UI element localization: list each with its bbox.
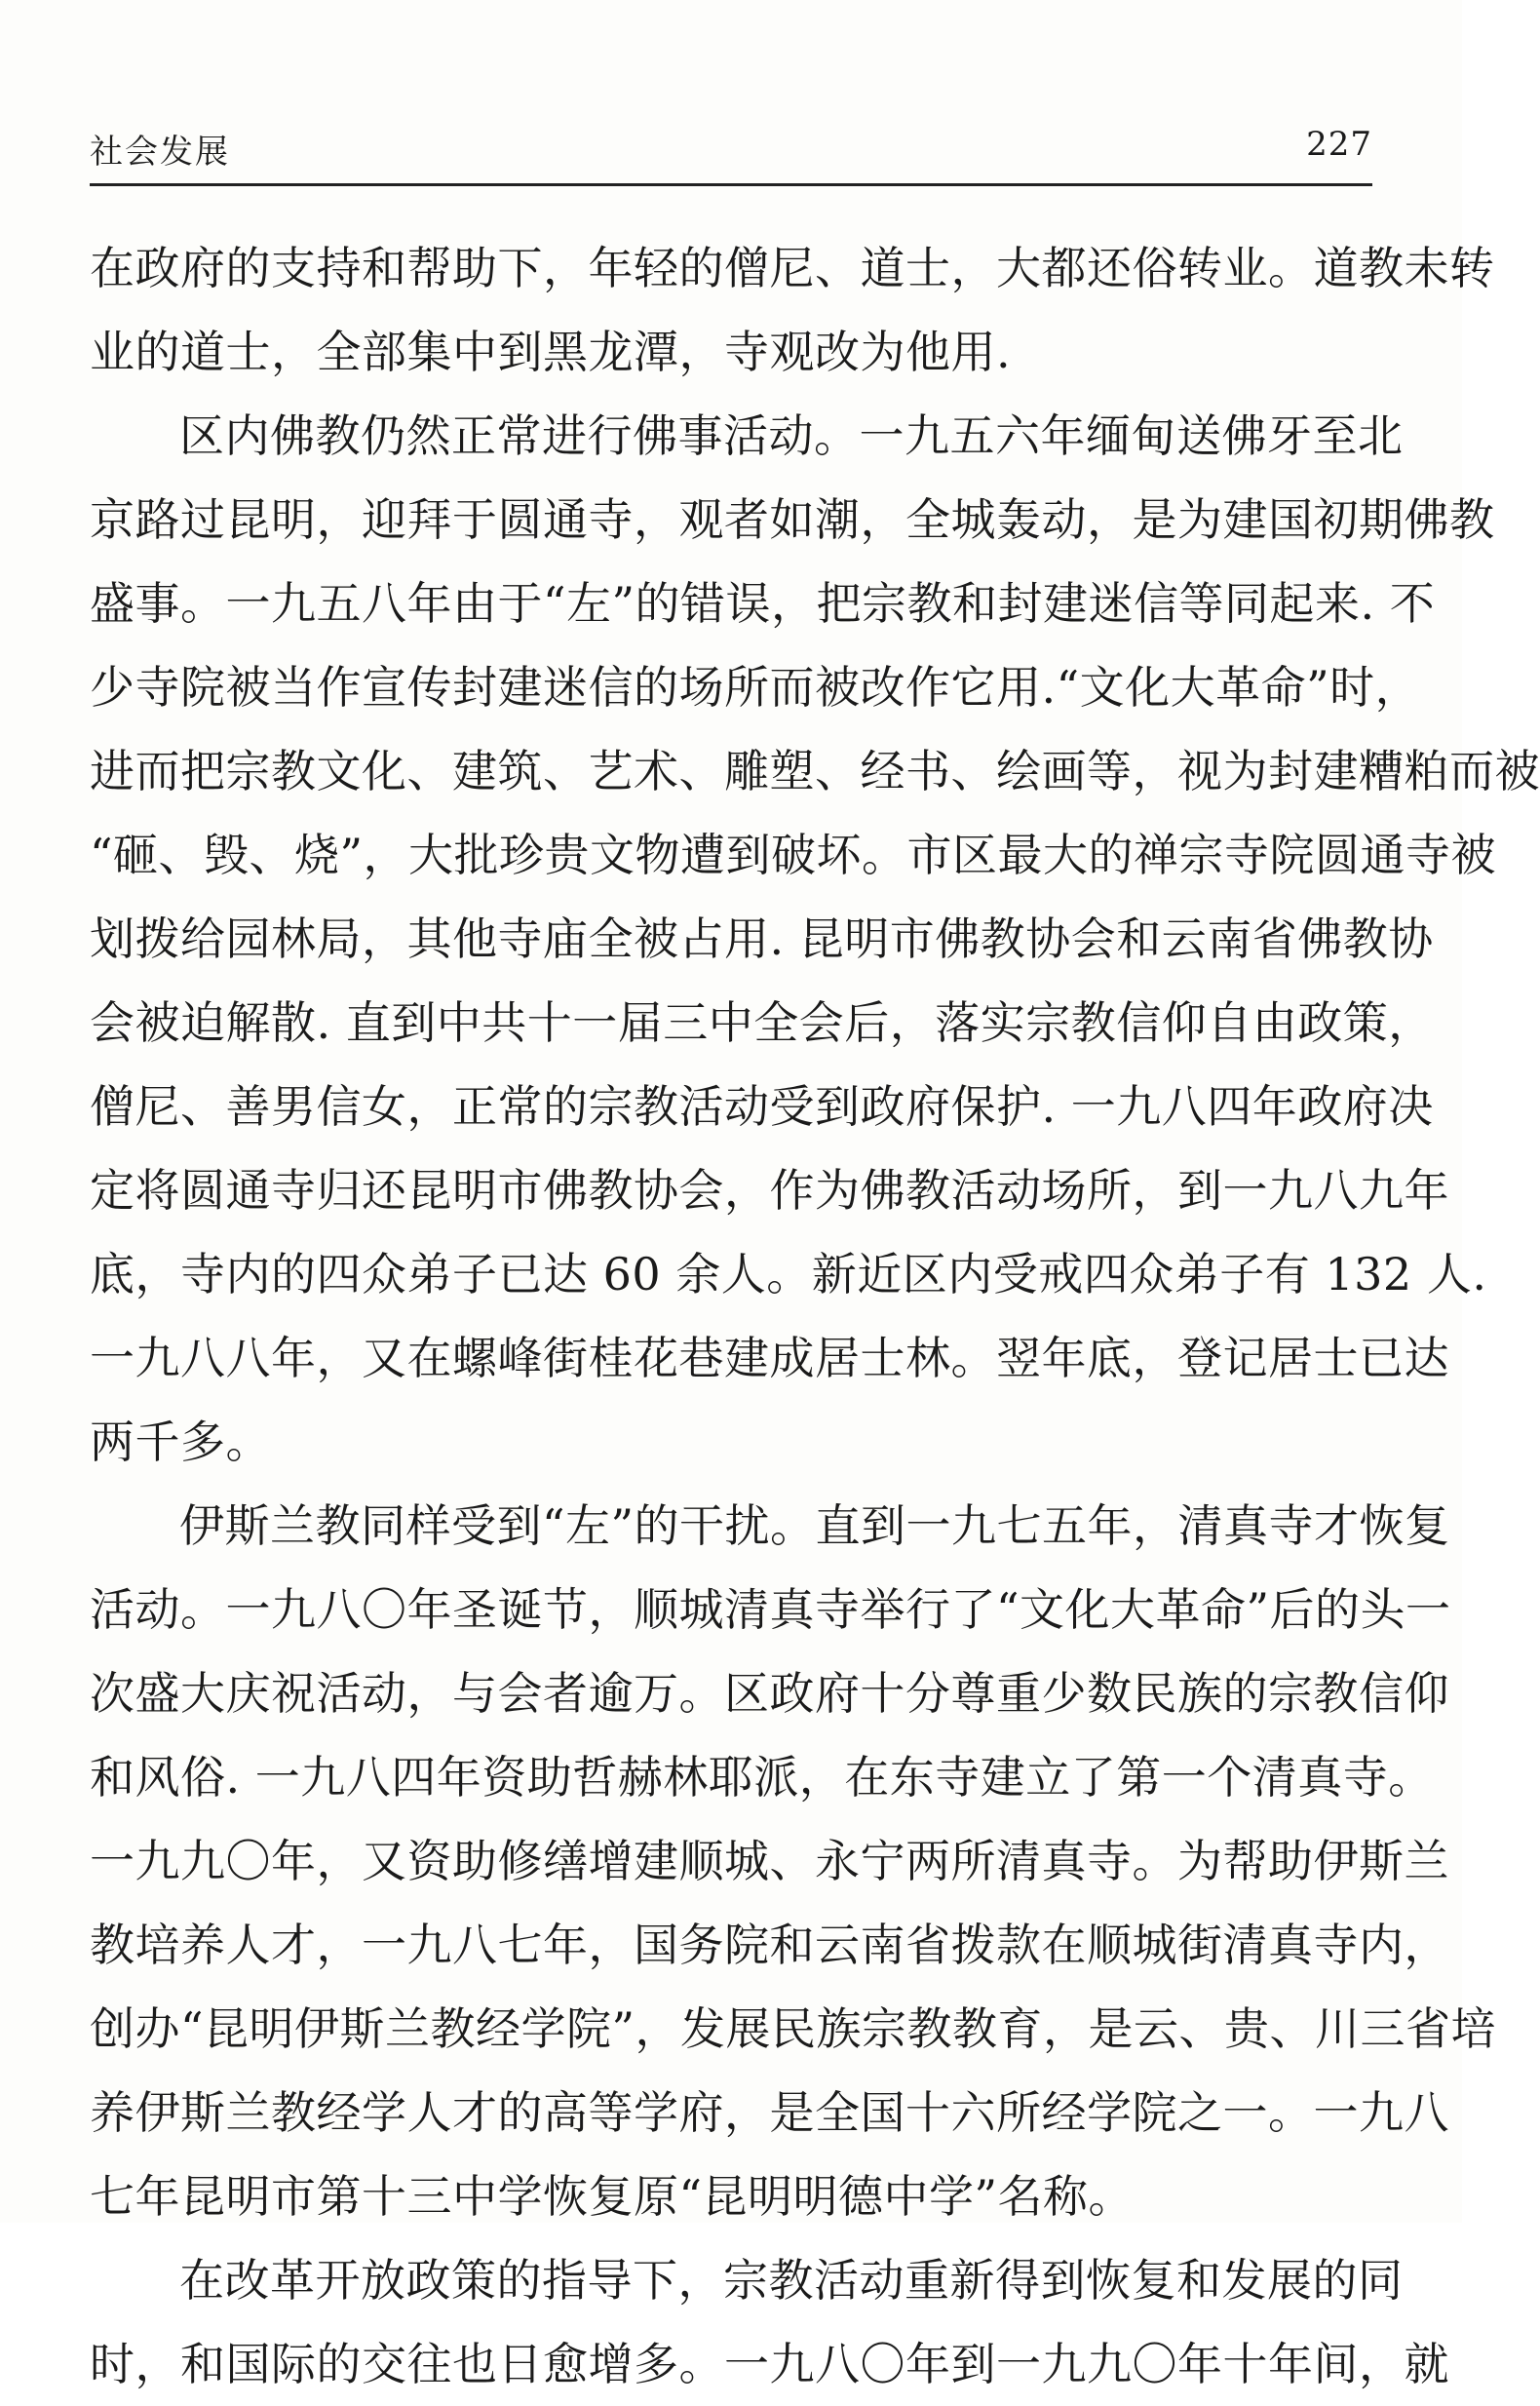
text-line: 会被迫解散. 直到中共十一届三中全会后，落实宗教信仰自由政策， bbox=[90, 996, 1434, 1049]
text-line: 创办“昆明伊斯兰教经学院”，发展民族宗教教育，是云、贵、川三省培 bbox=[90, 2002, 1497, 2055]
text-line: 七年昆明市第十三中学恢复原“昆明明德中学”名称。 bbox=[90, 2170, 1135, 2223]
text-line: 和风俗. 一九八四年资助哲赫林耶派，在东寺建立了第一个清真寺。 bbox=[90, 1751, 1434, 1804]
text-line: 一九九〇年，又资助修缮增建顺城、永宁两所清真寺。为帮助伊斯兰 bbox=[90, 1835, 1449, 1887]
text-line: 业的道士，全部集中到黑龙潭，寺观改为他用. bbox=[90, 326, 1012, 378]
text-line: 少寺院被当作宣传封建迷信的场所而被改作它用.“文化大革命”时， bbox=[90, 661, 1421, 714]
running-head bbox=[90, 125, 1372, 186]
text-line: 盛事。一九五八年由于“左”的错误，把宗教和封建迷信等同起来. 不 bbox=[90, 577, 1436, 630]
text-line: 在改革开放政策的指导下，宗教活动重新得到恢复和发展的同 bbox=[179, 2254, 1404, 2307]
text-line: 定将圆通寺归还昆明市佛教协会，作为佛教活动场所，到一九八九年 bbox=[90, 1164, 1449, 1217]
text-line: 活动。一九八〇年圣诞节，顺城清真寺举行了“文化大革命”后的头一 bbox=[90, 1583, 1451, 1636]
text-line: 底，寺内的四众弟子已达 60 余人。新近区内受戒四众弟子有 132 人. bbox=[90, 1248, 1487, 1300]
paragraph bbox=[90, 2238, 1449, 2406]
body-text bbox=[90, 226, 1540, 2406]
page-number: 227 bbox=[1306, 125, 1372, 164]
text-line: 一九八八年，又在螺峰街桂花巷建成居士林。翌年底，登记居士已达 bbox=[90, 1332, 1449, 1384]
text-line: 京路过昆明，迎拜于圆通寺，观者如潮，全城轰动，是为建国初期佛教 bbox=[90, 493, 1495, 546]
text-line: 区内佛教仍然正常进行佛事活动。一九五六年缅甸送佛牙至北 bbox=[179, 409, 1404, 462]
text-line: 进而把宗教文化、建筑、艺术、雕塑、经书、绘画等，视为封建糟粕而被 bbox=[90, 745, 1540, 797]
paragraph bbox=[90, 394, 1540, 1484]
text-line: 在政府的支持和帮助下，年轻的僧尼、道士，大都还俗转业。道教未转 bbox=[90, 242, 1495, 294]
text-line: 时，和国际的交往也日愈增多。一九八〇年到一九九〇年十年间，就 bbox=[90, 2338, 1449, 2390]
section-title: 社会发展 bbox=[90, 133, 230, 172]
paragraph bbox=[90, 1484, 1497, 2238]
text-line: 教培养人才，一九八七年，国务院和云南省拨款在顺城街清真寺内， bbox=[90, 1919, 1449, 1971]
text-line: 划拨给园林局，其他寺庙全被占用. 昆明市佛教协会和云南省佛教协 bbox=[90, 912, 1434, 965]
text-line: 养伊斯兰教经学人才的高等学府，是全国十六所经学院之一。一九八 bbox=[90, 2086, 1449, 2139]
text-line: 伊斯兰教同样受到“左”的干扰。直到一九七五年，清真寺才恢复 bbox=[179, 1499, 1450, 1552]
text-line: “砸、毁、烧”，大批珍贵文物遭到破坏。市区最大的禅宗寺院圆通寺被 bbox=[90, 829, 1497, 881]
paragraph bbox=[90, 226, 1495, 394]
text-line: 次盛大庆祝活动，与会者逾万。区政府十分尊重少数民族的宗教信仰 bbox=[90, 1667, 1449, 1720]
text-line: 僧尼、善男信女，正常的宗教活动受到政府保护. 一九八四年政府决 bbox=[90, 1080, 1434, 1133]
text-line: 两千多。 bbox=[90, 1416, 271, 1468]
